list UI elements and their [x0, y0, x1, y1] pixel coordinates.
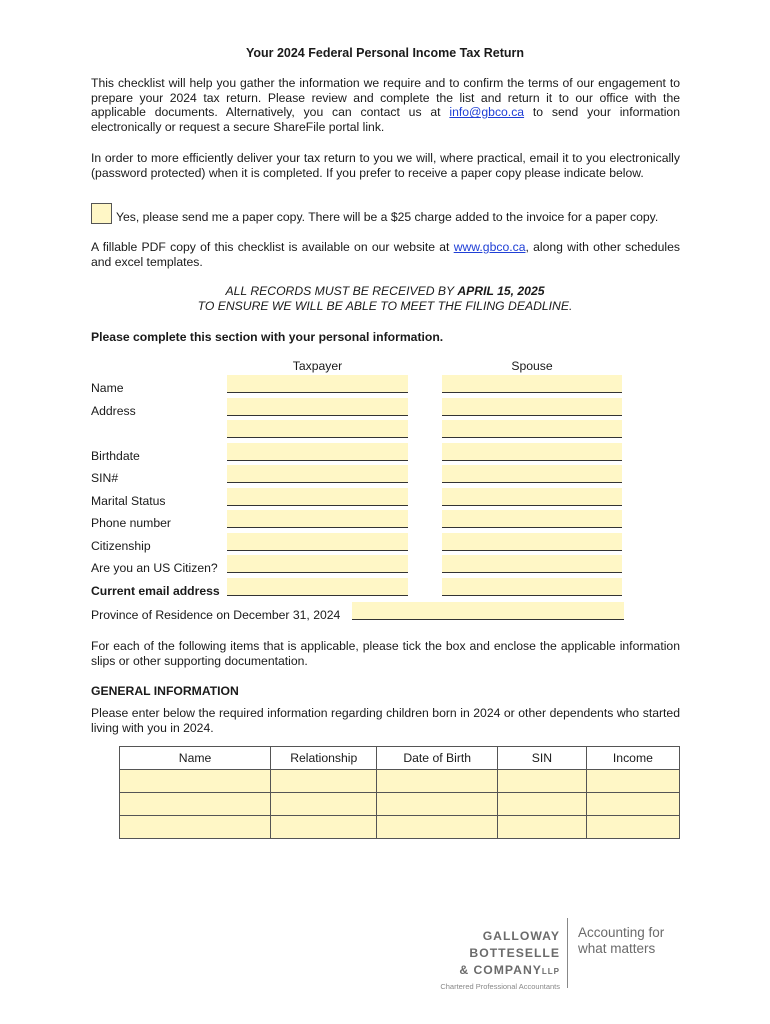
spouse-birthdate-field[interactable] [442, 443, 622, 461]
taxpayer-are-you-an-us-citizen-input[interactable] [227, 555, 408, 572]
taxpayer-marital-status-field[interactable] [227, 488, 408, 506]
spouse-sin-field[interactable] [442, 465, 622, 483]
dependents-table [119, 746, 680, 839]
pdf-paragraph: A fillable PDF copy of this checklist is available on our website at www.gbco.ca, along with other schedules and excel templates. [91, 240, 680, 269]
deadline-line-1: ALL RECORDS MUST BE RECEIVED BY APRIL 15, 2025 [225, 284, 545, 298]
logo-divider [567, 918, 568, 988]
field-label-marital-status: Marital Status [91, 493, 166, 508]
table-cell[interactable] [377, 770, 497, 793]
table-cell[interactable] [586, 816, 679, 839]
taxpayer-address-field[interactable] [227, 398, 408, 416]
general-info-heading: GENERAL INFORMATION [91, 684, 239, 698]
table-cell[interactable] [586, 793, 679, 816]
spouse-address-2-field[interactable] [442, 420, 622, 438]
taxpayer-are-you-an-us-citizen-field[interactable] [227, 555, 408, 573]
table-cell[interactable] [497, 816, 586, 839]
website-link[interactable]: www.gbco.ca [453, 240, 526, 254]
paper-copy-label: Yes, please send me a paper copy. There will be a $25 charge added to the invoice for a paper copy. [116, 210, 659, 224]
table-cell[interactable] [120, 793, 271, 816]
taxpayer-name-input[interactable] [227, 375, 408, 392]
tagline-line-2: what matters [578, 941, 656, 956]
spouse-citizenship-field[interactable] [442, 533, 622, 551]
field-label-sin: SIN# [91, 471, 119, 485]
table-cell[interactable] [120, 770, 271, 793]
taxpayer-address-input[interactable] [227, 398, 408, 415]
spouse-name-field[interactable] [442, 375, 622, 393]
taxpayer-current-email-address-input[interactable] [227, 578, 408, 595]
table-row [120, 770, 680, 793]
logo-line-3: & COMPANYLLP [459, 963, 560, 977]
logo-subtitle: Chartered Professional Accountants [440, 982, 560, 991]
page-title: Your 2024 Federal Personal Income Tax Return [245, 46, 525, 60]
spouse-are-you-an-us-citizen-input[interactable] [442, 555, 622, 572]
table-cell[interactable] [497, 770, 586, 793]
paper-copy-checkbox[interactable] [91, 203, 112, 224]
taxpayer-marital-status-input[interactable] [227, 488, 408, 505]
field-label-address: Address [91, 403, 136, 418]
spouse-current-email-address-input[interactable] [442, 578, 622, 595]
taxpayer-current-email-address-field[interactable] [227, 578, 408, 596]
taxpayer-birthdate-field[interactable] [227, 443, 408, 461]
col-header-relationship: Relationship [271, 747, 377, 770]
taxpayer-citizenship-input[interactable] [227, 533, 408, 550]
spouse-are-you-an-us-citizen-field[interactable] [442, 555, 622, 573]
taxpayer-address-2-input[interactable] [227, 420, 408, 437]
table-row [120, 816, 680, 839]
deadline-notice [0, 284, 770, 314]
spouse-marital-status-field[interactable] [442, 488, 622, 506]
taxpayer-name-field[interactable] [227, 375, 408, 393]
taxpayer-birthdate-input[interactable] [227, 443, 408, 460]
tick-instruction: For each of the following items that is applicable, please tick the box and enclose the applicable information slips or other supporting documentation. [91, 639, 680, 668]
table-cell[interactable] [271, 816, 377, 839]
table-cell[interactable] [586, 770, 679, 793]
table-cell[interactable] [271, 770, 377, 793]
taxpayer-address-2-field[interactable] [227, 420, 408, 438]
table-cell[interactable] [377, 816, 497, 839]
field-label-are-you-an-us-citizen: Are you an US Citizen? [91, 561, 218, 575]
dependents-instruction: Please enter below the required information regarding children born in 2024 or other dependents who started living with you in 2024. [91, 706, 680, 735]
email-link[interactable]: info@gbco.ca [449, 105, 525, 120]
col-header-name: Name [120, 747, 271, 770]
spouse-column-header: Spouse [511, 359, 553, 373]
spouse-phone-number-input[interactable] [442, 510, 622, 527]
intro-paragraph: This checklist will help you gather the information we require and to confirm the terms of our engagement to prepare your 2024 tax return. Please review and complete the list and return it to our office with the applicable documents. Alternatively, you can contact us at info@gbco.ca to send your information electronically or request a secure ShareFile portal link. [91, 76, 680, 134]
company-logo [420, 928, 560, 980]
taxpayer-sin-field[interactable] [227, 465, 408, 483]
taxpayer-phone-number-field[interactable] [227, 510, 408, 528]
spouse-birthdate-input[interactable] [442, 443, 622, 460]
taxpayer-column-header: Taxpayer [292, 359, 343, 373]
field-label-name: Name [91, 381, 124, 395]
taxpayer-sin-input[interactable] [227, 465, 408, 482]
table-cell[interactable] [497, 793, 586, 816]
spouse-citizenship-input[interactable] [442, 533, 622, 550]
taxpayer-phone-number-input[interactable] [227, 510, 408, 527]
col-header-income: Income [586, 747, 679, 770]
table-row [120, 793, 680, 816]
spouse-address-2-input[interactable] [442, 420, 622, 437]
col-header-date-of-birth: Date of Birth [377, 747, 497, 770]
taxpayer-citizenship-field[interactable] [227, 533, 408, 551]
personal-section-heading: Please complete this section with your personal information. [91, 330, 444, 344]
province-input[interactable] [352, 602, 624, 619]
table-cell[interactable] [120, 816, 271, 839]
tagline-line-1: Accounting for [578, 925, 665, 940]
table-cell[interactable] [271, 793, 377, 816]
col-header-sin: SIN [497, 747, 586, 770]
field-label-citizenship: Citizenship [91, 538, 151, 553]
logo-line-1: GALLOWAY [482, 929, 560, 943]
delivery-paragraph: In order to more efficiently deliver your tax return to you we will, where practical, email it to you electronically (password protected) when it is completed. If you prefer to receive a paper copy please indicate below. [91, 151, 680, 180]
province-field[interactable] [352, 602, 624, 620]
province-label: Province of Residence on December 31, 2024 [91, 608, 341, 622]
spouse-current-email-address-field[interactable] [442, 578, 622, 596]
spouse-name-input[interactable] [442, 375, 622, 392]
deadline-line-2: TO ENSURE WE WILL BE ABLE TO MEET THE FILING DEADLINE. [197, 299, 573, 313]
field-label-current-email-address: Current email address [91, 583, 220, 598]
logo-line-2: BOTTESELLE [469, 946, 560, 960]
spouse-address-field[interactable] [442, 398, 622, 416]
spouse-marital-status-input[interactable] [442, 488, 622, 505]
spouse-address-input[interactable] [442, 398, 622, 415]
table-cell[interactable] [377, 793, 497, 816]
spouse-sin-input[interactable] [442, 465, 622, 482]
field-label-birthdate: Birthdate [91, 448, 140, 463]
logo-tagline [578, 925, 664, 957]
spouse-phone-number-field[interactable] [442, 510, 622, 528]
field-label-phone-number: Phone number [91, 516, 171, 530]
